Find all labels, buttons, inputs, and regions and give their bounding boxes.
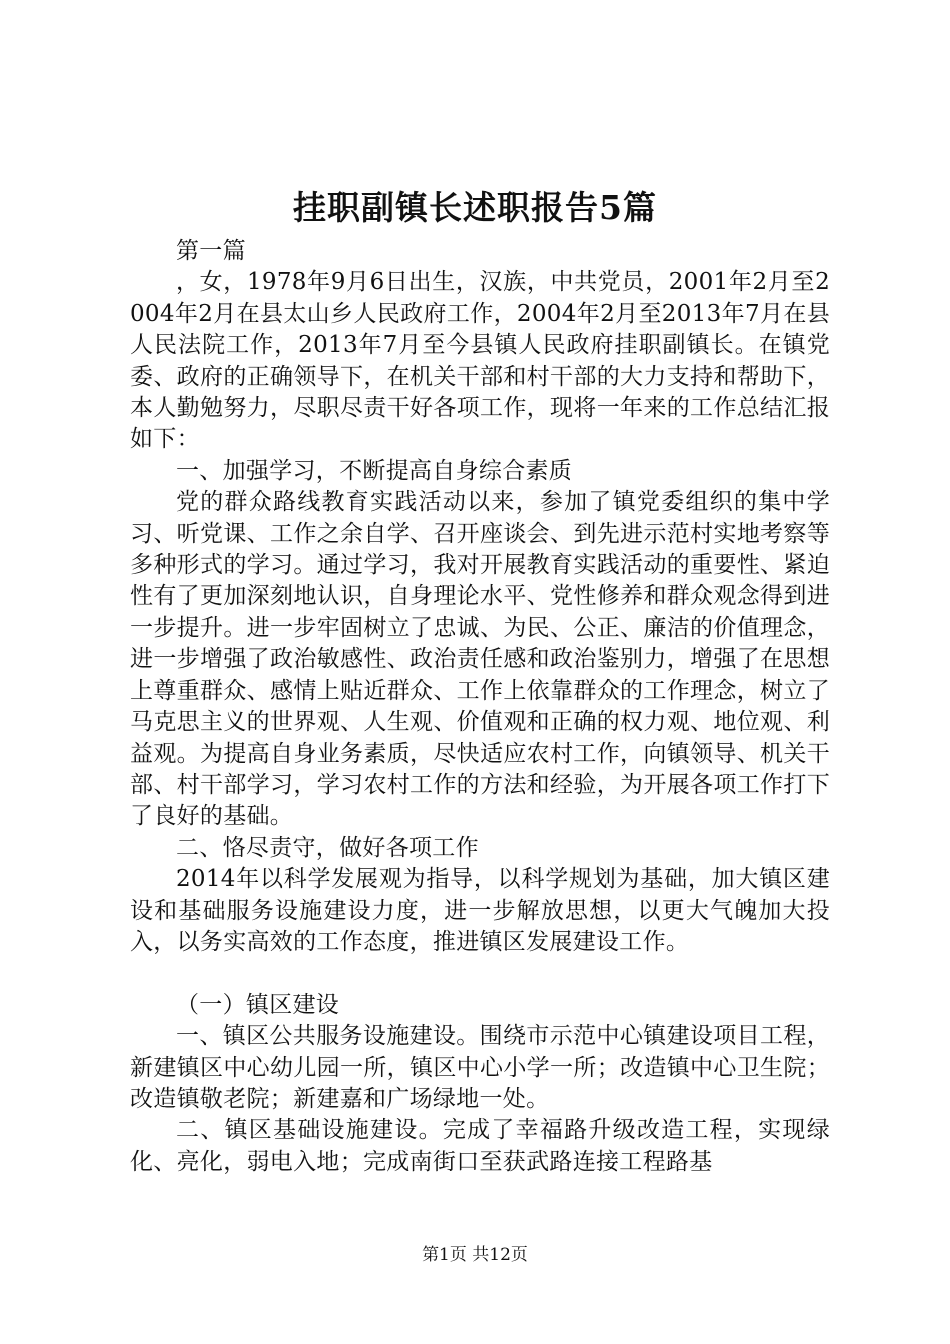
section-heading: 第一篇 <box>176 238 246 264</box>
body-paragraph: 一、镇区公共服务设施建设。围绕市示范中心镇建设项目工程，新建镇区中心幼儿园一所，镇区中心小学一所；改造镇中心卫生院；改造镇敬老院；新建嘉和广场绿地一处。 <box>130 1023 830 1112</box>
body-paragraph: 2014年以科学发展观为指导，以科学规划为基础，加大镇区建设和基础服务设施建设力度，进一步解放思想，以更大气魄加大投入，以务实高效的工作态度，推进镇区发展建设工作。 <box>130 866 830 955</box>
body-paragraph: 二、镇区基础设施建设。完成了幸福路升级改造工程，实现绿化、亮化，弱电入地；完成南街口至获武路连接工程路基 <box>130 1117 830 1175</box>
intro-paragraph: ，女，1978年9月6日出生，汉族，中共党员，2001年2月至2004年2月在县太山乡人民政府工作，2004年2月至2013年7月在县人民法院工作，2013年7月至今县镇人民政府挂职副镇长。在镇党委、政府的正确领导下，在机关干部和村干部的大力支持和帮助下，本人勤勉努力，尽职尽责干好各项工作，现将一年来的工作总结汇报如下： <box>130 269 830 453</box>
section-heading: 一、加强学习，不断提高自身综合素质 <box>176 457 573 484</box>
body-paragraph: 党的群众路线教育实践活动以来，参加了镇党委组织的集中学习、听党课、工作之余自学、召开座谈会、到先进示范村实地考察等多种形式的学习。通过学习，我对开展教育实践活动的重要性、紧迫性有了更加深刻地认识，自身理论水平、党性修养和群众观念得到进一步提升。进一步牢固树立了忠诚、为民、公正、廉洁的价值理念，进一步增强了政治敏感性、政治责任感和政治鉴别力，增强了在思想上尊重群众、感情上贴近群众、工作上依靠群众的工作理念，树立了马克思主义的世界观、人生观、价值观和正确的权力观、地位观、利益观。为提高自身业务素质，尽快适应农村工作，向镇领导、机关干部、村干部学习，学习农村工作的方法和经验，为开展各项工作打下了良好的基础。 <box>130 489 830 830</box>
subsection-heading: （一）镇区建设 <box>176 991 340 1018</box>
blank-line <box>130 958 830 989</box>
document-body <box>130 236 830 1178</box>
page-footer: 第1页 共12页 <box>422 1245 528 1265</box>
document-title: 挂职副镇长述职报告5篇 <box>293 188 657 227</box>
section-heading: 二、恪尽责守，做好各项工作 <box>176 834 479 861</box>
